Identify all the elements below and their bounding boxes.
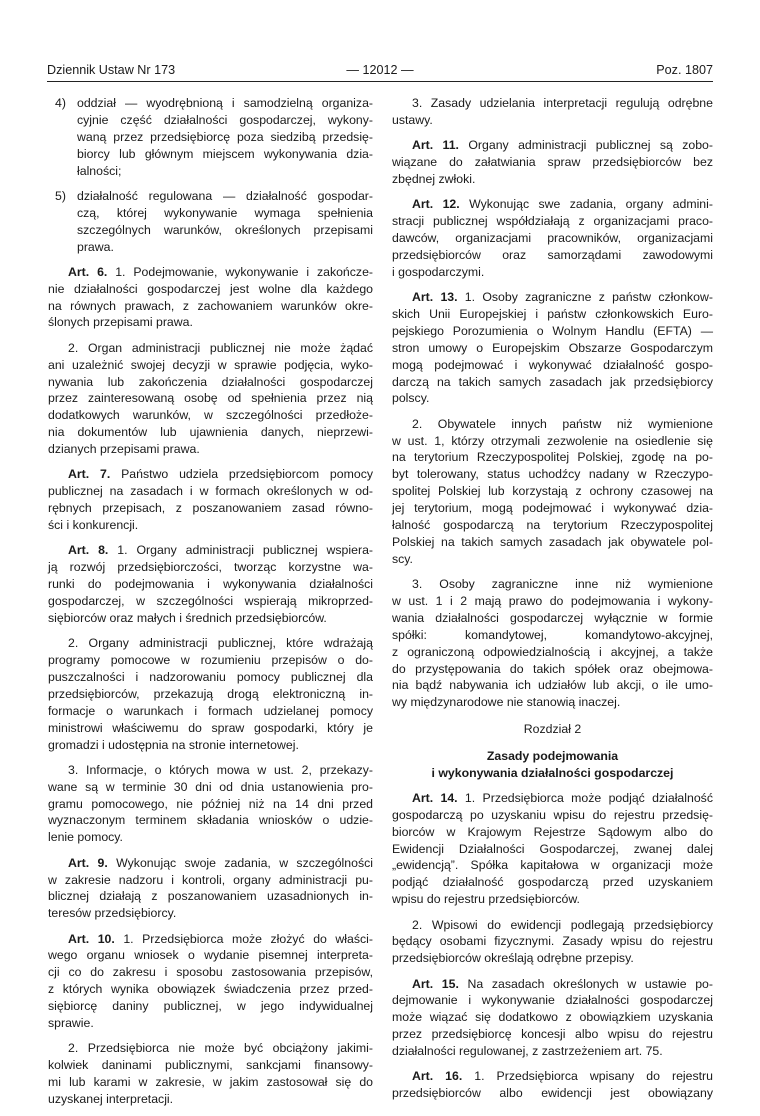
text-line: nywania lub zakończenia działalności gospodarczej — [48, 374, 373, 389]
text-line: Art. 7. Państwo udziela przedsiębiorcom pomocy — [68, 467, 373, 482]
text-line: byt tolerowany, status uchodźcy nadany w Rzeczypo- — [392, 467, 713, 482]
text-line: ministrowi właściwemu do spraw gospodarki, który je — [48, 720, 373, 735]
text-line: ustawy. — [392, 112, 433, 127]
article-number: Art. 12. — [412, 197, 460, 212]
text-line: nia dokumentów lub ujawnienia danych, nieprzewi- — [48, 425, 373, 440]
list-item — [48, 95, 373, 179]
text-line: 3. Zasady udzielania interpretacji regulują odrębne — [412, 96, 713, 110]
text-line: dodatkowych warunków, w szczególności przedłoże- — [48, 408, 373, 423]
text-line: Zasady podejmowania — [486, 749, 619, 764]
text-line: Art. 13. 1. Osoby zagraniczne z państw członkow- — [412, 290, 713, 305]
text-line: w zakresie nadzoru i kontroli, organy administracji pu- — [48, 872, 373, 887]
paragraph — [48, 340, 373, 458]
text-line: ani uzależnić swojej decyzji w sprawie podjęcia, wyko- — [48, 357, 373, 372]
text-line: puszczalności i nadzorowaniu pomocy publicznej dla — [48, 669, 373, 684]
article-number: Art. 10. — [68, 931, 115, 946]
text-line: siębiorców oraz małych i średnich przedsiębiorców. — [48, 610, 327, 625]
text-line: Art. 14. 1. Przedsiębiorca może podjąć działalność — [412, 790, 713, 805]
article-paragraph — [392, 790, 713, 908]
text-line: stracji publicznej współdziałają z organizacjami praco- — [392, 214, 713, 229]
text-line: mogą podejmować i wykonywać działalność gospo- — [392, 357, 713, 372]
text-line: w ust. 1, którzy otrzymali zezwolenie na osiedlenie się — [392, 433, 713, 448]
article-number: Art. 14. — [412, 790, 458, 805]
list-item-number: 5) — [55, 188, 66, 203]
text-line: przedsiębiorców określają odrębne przepisy. — [392, 951, 634, 966]
text-line: łalność gospodarczą na terytorium Rzeczypospolitej — [392, 518, 713, 533]
text-line: 3. Informacje, o których mowa w ust. 2, przekazy- — [68, 762, 373, 777]
text-line: skich Unii Europejskiej i państw członkowskich Euro- — [392, 306, 713, 321]
text-line: gospodarczej, w szczególności wspierają mikroprzed- — [48, 594, 373, 608]
text-line: gramu pomocowego, nie później niż na 14 dni przed — [48, 796, 373, 811]
article-number: Art. 13. — [412, 290, 458, 305]
text-line: wego organu wniosek o wydanie pisemnej interpreta- — [48, 948, 373, 963]
text-line: oddział — wyodrębnioną i samodzielną organiza- — [77, 96, 373, 110]
page-number: — 12012 — — [346, 63, 414, 77]
article-paragraph — [48, 931, 373, 1032]
text-line: Art. 15. Na zasadach określonych w ustawie po- — [412, 976, 713, 991]
text-line: biorcy lub głównym miejscem wykonywania dzia- — [77, 146, 373, 161]
text-line: na terytorium Rzeczypospolitej Polskiej, zgodę na po- — [392, 450, 713, 465]
text-line: lenie pomocy. — [48, 830, 123, 845]
text-line: przez zainteresowaną osobę od spełnienia przez nią — [48, 391, 373, 406]
text-line: szczególnych warunków, określonych przepisami — [77, 222, 373, 237]
chapter-title — [392, 748, 713, 782]
text-line: uzyskanej interpretacji. — [48, 1092, 174, 1106]
article-paragraph — [48, 855, 373, 923]
text-line: działalność regulowana — działalność gospodar- — [77, 188, 373, 203]
text-line: 2. Przedsiębiorca nie może być obciążony jakimi- — [68, 1041, 373, 1056]
article-number: Art. 16. — [412, 1069, 463, 1084]
article-paragraph — [392, 137, 713, 188]
text-line: Art. 12. Wykonując swe zadania, organy admini- — [412, 197, 713, 212]
text-line: polscy. — [392, 391, 430, 406]
text-line: łalności; — [77, 163, 122, 178]
text-line: dejmowanie i wykonywanie działalności gospodarczej — [392, 993, 713, 1008]
text-line: darczą na takich samych zasadach jak przedsiębiorcy — [392, 374, 713, 389]
article-paragraph — [392, 289, 713, 407]
article-paragraph — [48, 542, 373, 626]
text-line: podjąć działalność gospodarczą przed uzyskaniem — [392, 875, 713, 890]
text-line: ślonych przepisami prawa. — [48, 315, 193, 330]
text-line: 2. Wpisowi do ewidencji podlegają przedsiębiorcy — [412, 917, 713, 932]
text-line: sprawie. — [48, 1016, 94, 1031]
text-line: publicznej na zasadach i w formach określonych w od- — [48, 484, 373, 499]
text-line: wy międzynarodowe nie stanowią inaczej. — [392, 695, 621, 710]
text-line: dzianych przepisami prawa. — [48, 442, 200, 457]
text-line: Art. 8. 1. Organy administracji publicznej wspiera- — [68, 543, 373, 558]
text-line: wania działalności gospodarczej wyłącznie w formie — [392, 610, 713, 625]
list-item — [48, 188, 373, 256]
text-line: 2. Obywatele innych państw niż wymienione — [412, 416, 713, 431]
article-paragraph — [392, 976, 713, 1060]
text-line: ści i konkurencji. — [48, 518, 139, 533]
text-line: przedsiębiorców oraz samorządami zawodowymi — [392, 247, 713, 262]
text-line: wpisu do rejestru przedsiębiorców. — [392, 892, 580, 907]
text-line: programy pomocowe w rozumieniu przepisów o do- — [48, 653, 373, 668]
text-line: pejskiego Porozumienia o Wolnym Handlu (EFTA) — — [392, 323, 713, 338]
text-line: Rozdział 2 — [523, 722, 582, 737]
text-line: scy. — [392, 551, 413, 566]
text-line: gromadzi i udostępnia na stronie internetowej. — [48, 737, 299, 752]
text-line: spółki: komandytowej, komandytowo-akcyjnej, — [392, 627, 713, 642]
article-paragraph — [48, 466, 373, 534]
paragraph — [48, 635, 373, 753]
paragraph — [392, 416, 713, 568]
text-line: Ewidencji Działalności Gospodarczej, zwanej dalej — [392, 841, 713, 856]
text-line: przez przedsiębiorcę koncesji albo wpisu do rejestru — [392, 1027, 713, 1042]
position-number: Poz. 1807 — [656, 63, 713, 77]
text-line: gospodarczą po uzyskaniu wpisu do rejestru przedsię- — [392, 807, 713, 822]
text-line: blicznej działają z poszanowaniem uzasadnionych in- — [48, 889, 373, 904]
text-line: może wiązać się dodatkowo z obowiązkiem uzyskania — [392, 1010, 713, 1025]
article-number: Art. 6. — [68, 264, 108, 279]
text-line: 3. Osoby zagraniczne inne niż wymienione — [412, 577, 713, 592]
text-line: 2. Organ administracji publicznej nie może żądać — [68, 340, 373, 355]
journal-title: Dziennik Ustaw Nr 173 — [47, 63, 176, 77]
text-line: Art. 9. Wykonując swoje zadania, w szczególności — [68, 855, 373, 870]
paragraph — [48, 762, 373, 846]
article-number: Art. 7. — [68, 467, 111, 482]
article-paragraph — [392, 196, 713, 280]
paragraph — [392, 95, 713, 129]
text-line: nie działalności gospodarczej jest wolne dla każdego — [48, 281, 373, 296]
text-line: cji co do zakresu i sposobu zastosowania przepisów, — [48, 965, 373, 980]
text-line: ją rozwój przedsiębiorczości, tworząc korzystne wa- — [48, 560, 373, 575]
text-line: Art. 11. Organy administracji publicznej są zobo- — [412, 138, 713, 153]
text-line: Polskiej na takich samych zasadach jak obywatele pol- — [392, 534, 713, 549]
text-line: 2. Organy administracji publicznej, które wdrażają — [68, 636, 373, 651]
text-line: rębnych przepisach, z poszanowaniem zasad równo- — [48, 501, 373, 516]
text-line: działalności regulowanej, z zastrzeżeniem art. 75. — [392, 1044, 663, 1059]
text-line: nia bądź nabywania ich udziałów lub akcji, o ile umo- — [392, 678, 713, 693]
text-line: waną przez przedsiębiorcę poza siedzibą przedsię- — [77, 129, 373, 144]
list-item-number: 4) — [55, 96, 66, 110]
chapter-label — [392, 721, 713, 738]
article-number: Art. 9. — [68, 855, 108, 870]
text-line: Art. 10. 1. Przedsiębiorca może złożyć do właści- — [68, 931, 373, 946]
paragraph — [392, 917, 713, 968]
text-line: wane są w terminie 30 dni od dnia ustanowienia pro- — [48, 779, 373, 794]
text-line: teresów przedsiębiorcy. — [48, 906, 177, 921]
text-line: przedsiębiorców albo ewidencji jest obowiązany — [392, 1086, 713, 1101]
article-number: Art. 11. — [412, 138, 459, 153]
text-line: z ograniczoną odpowiedzialnością i akcyjnej, a także — [392, 644, 713, 659]
article-paragraph — [392, 1068, 713, 1102]
text-line: spolitej Polskiej lub korzystają z ochrony czasowej na — [392, 484, 713, 499]
article-number: Art. 15. — [412, 976, 459, 991]
article-paragraph — [48, 264, 373, 332]
text-line: wyznaczonym terminem składania wniosków o udzie- — [48, 813, 373, 828]
text-line: runki do podejmowania i wykonywania działalności — [48, 577, 373, 592]
text-line: do przystępowania do takich spółek oraz obejmowa- — [392, 661, 713, 676]
text-line: stron umowy o Europejskim Obszarze Gospodarczym — [392, 340, 713, 355]
right-column — [392, 95, 713, 1111]
paragraph — [48, 1040, 373, 1108]
text-line: Art. 16. 1. Przedsiębiorca wpisany do rejestru — [412, 1069, 713, 1084]
text-line: mi lub karami w zakresie, w jakim zastosował się do — [48, 1075, 373, 1090]
text-line: i gospodarczymi. — [392, 264, 485, 279]
text-line: „ewidencją”. Spółka kapitałowa w organizacji może — [392, 858, 713, 873]
text-line: formacje o warunkach i formach udzielanej pomocy — [48, 703, 373, 718]
text-line: siębiorcę daniny publicznej, w jego indywidualnej — [48, 999, 373, 1014]
left-column — [48, 95, 373, 1116]
article-number: Art. 8. — [68, 543, 109, 558]
page-header — [47, 63, 713, 82]
text-line: i wykonywania działalności gospodarczej — [431, 766, 674, 781]
text-line: w ust. 1 i 2 mają prawo do podejmowania i wykony- — [392, 594, 713, 608]
text-line: będący osobami fizycznymi. Zasady wpisu do rejestru — [392, 934, 713, 949]
text-line: z których wynika obowiązek świadczenia przez przed- — [48, 982, 373, 997]
text-line: zbędnej zwłoki. — [392, 171, 476, 186]
text-line: kolwiek daninami publicznymi, sankcjami finansowy- — [48, 1058, 373, 1073]
text-line: biorców w Krajowym Rejestrze Sądowym albo do — [392, 824, 713, 839]
text-line: jej terytorium, mogą podejmować i wykonywać dzia- — [392, 501, 713, 516]
text-line: cyjnie część działalności gospodarczej, wykony- — [77, 112, 373, 127]
text-line: przedsiębiorców, przekazują drogą elektroniczną in- — [48, 686, 373, 701]
text-line: Art. 6. 1. Podejmowanie, wykonywanie i zakończe- — [68, 264, 373, 279]
text-line: wiązane do załatwiania spraw przedsiębiorców bez — [392, 155, 713, 170]
text-line: prawa. — [77, 239, 114, 254]
paragraph — [392, 576, 713, 711]
text-line: na równych prawach, z zachowaniem warunków okre- — [48, 298, 373, 313]
text-line: dawców, organizacjami pracowników, organizacjami — [392, 231, 713, 246]
text-line: czą, której wykonywanie wymaga spełnienia — [77, 205, 373, 220]
